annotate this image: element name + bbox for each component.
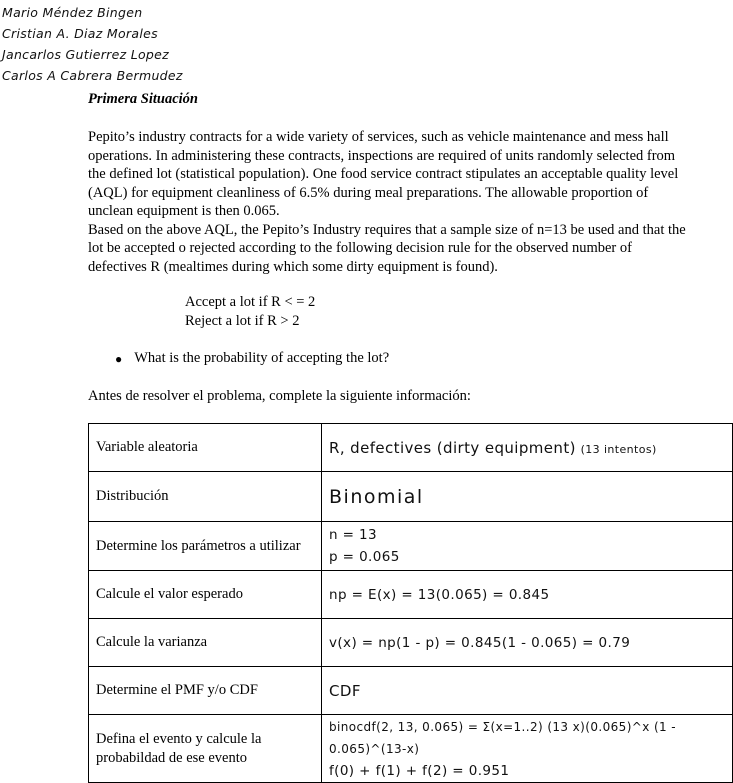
paragraph: Based on the above AQL, the Pepito’s Industry requires that a sample size of n=13 be used and that the lot be accepted o rejected according to the following decision rule for the observed number of defectives R (mealtimes during which some dirty equipment is found). [88, 221, 686, 275]
info-table [88, 423, 733, 783]
handwritten-note: (13 intentos) [580, 442, 657, 456]
table-row [89, 522, 733, 571]
row-answer [322, 472, 733, 522]
table-row [89, 619, 733, 667]
author-name: Mario Méndez Bingen [2, 5, 143, 20]
table-intro: Antes de resolver el problema, complete la siguiente información: [88, 388, 471, 404]
bullet-icon: ● [115, 352, 123, 366]
row-answer [322, 424, 733, 472]
row-label: Determine los parámetros a utilizar [89, 522, 322, 571]
reject-rule: Reject a lot if R > 2 [185, 313, 300, 329]
row-label: Distribución [89, 472, 322, 522]
table-row [89, 424, 733, 472]
author-name: Jancarlos Gutierrez Lopez [2, 47, 170, 62]
table-row [89, 667, 733, 715]
handwritten-answer: binocdf(2, 13, 0.065) = Σ(x=1..2) (13 x)(0.065)^x (1 - 0.065)^(13-x) [329, 719, 677, 756]
author-name: Carlos A Cabrera Bermudez [2, 68, 183, 83]
handwritten-answer: np = E(x) = 13(0.065) = 0.845 [329, 586, 550, 603]
row-label: Calcule el valor esperado [89, 571, 322, 619]
row-answer [322, 619, 733, 667]
table-row [89, 472, 733, 522]
row-label: Variable aleatoria [89, 424, 322, 472]
row-answer [322, 715, 733, 783]
handwritten-author-names [2, 2, 183, 86]
row-answer [322, 522, 733, 571]
table-row [89, 571, 733, 619]
paragraph: Pepito’s industry contracts for a wide variety of services, such as vehicle maintenance and mess hall operations. In administering these contracts, inspections are required of units randomly selected from the defined lot (statistical population). One food service contract stipulates an acceptable quality level (AQL) for equipment cleanliness of 6.5% during meal preparations. The allowable proportion of unclean equipment is then 0.065. [88, 129, 679, 219]
accept-rule: Accept a lot if R < = 2 [185, 294, 316, 310]
bullet-question [115, 350, 389, 368]
row-answer [322, 571, 733, 619]
handwritten-answer: R, defectives (dirty equipment) [329, 438, 576, 457]
row-label: Determine el PMF y/o CDF [89, 667, 322, 715]
problem-statement [88, 128, 688, 276]
handwritten-answer: CDF [329, 681, 361, 700]
handwritten-answer: n = 13 [329, 527, 378, 543]
row-answer [322, 667, 733, 715]
row-label: Calcule la varianza [89, 619, 322, 667]
handwritten-answer: v(x) = np(1 - p) = 0.845(1 - 0.065) = 0.79 [329, 634, 631, 651]
handwritten-answer: Binomial [329, 485, 424, 508]
handwritten-answer: p = 0.065 [329, 549, 400, 565]
handwritten-answer: f(0) + f(1) + f(2) = 0.951 [329, 762, 510, 779]
row-label: Defina el evento y calcule la probabildad de ese evento [89, 715, 322, 783]
author-name: Cristian A. Diaz Morales [2, 26, 158, 41]
table-row [89, 715, 733, 783]
section-title: Primera Situación [88, 91, 198, 107]
question-text: What is the probability of accepting the lot? [134, 350, 390, 366]
